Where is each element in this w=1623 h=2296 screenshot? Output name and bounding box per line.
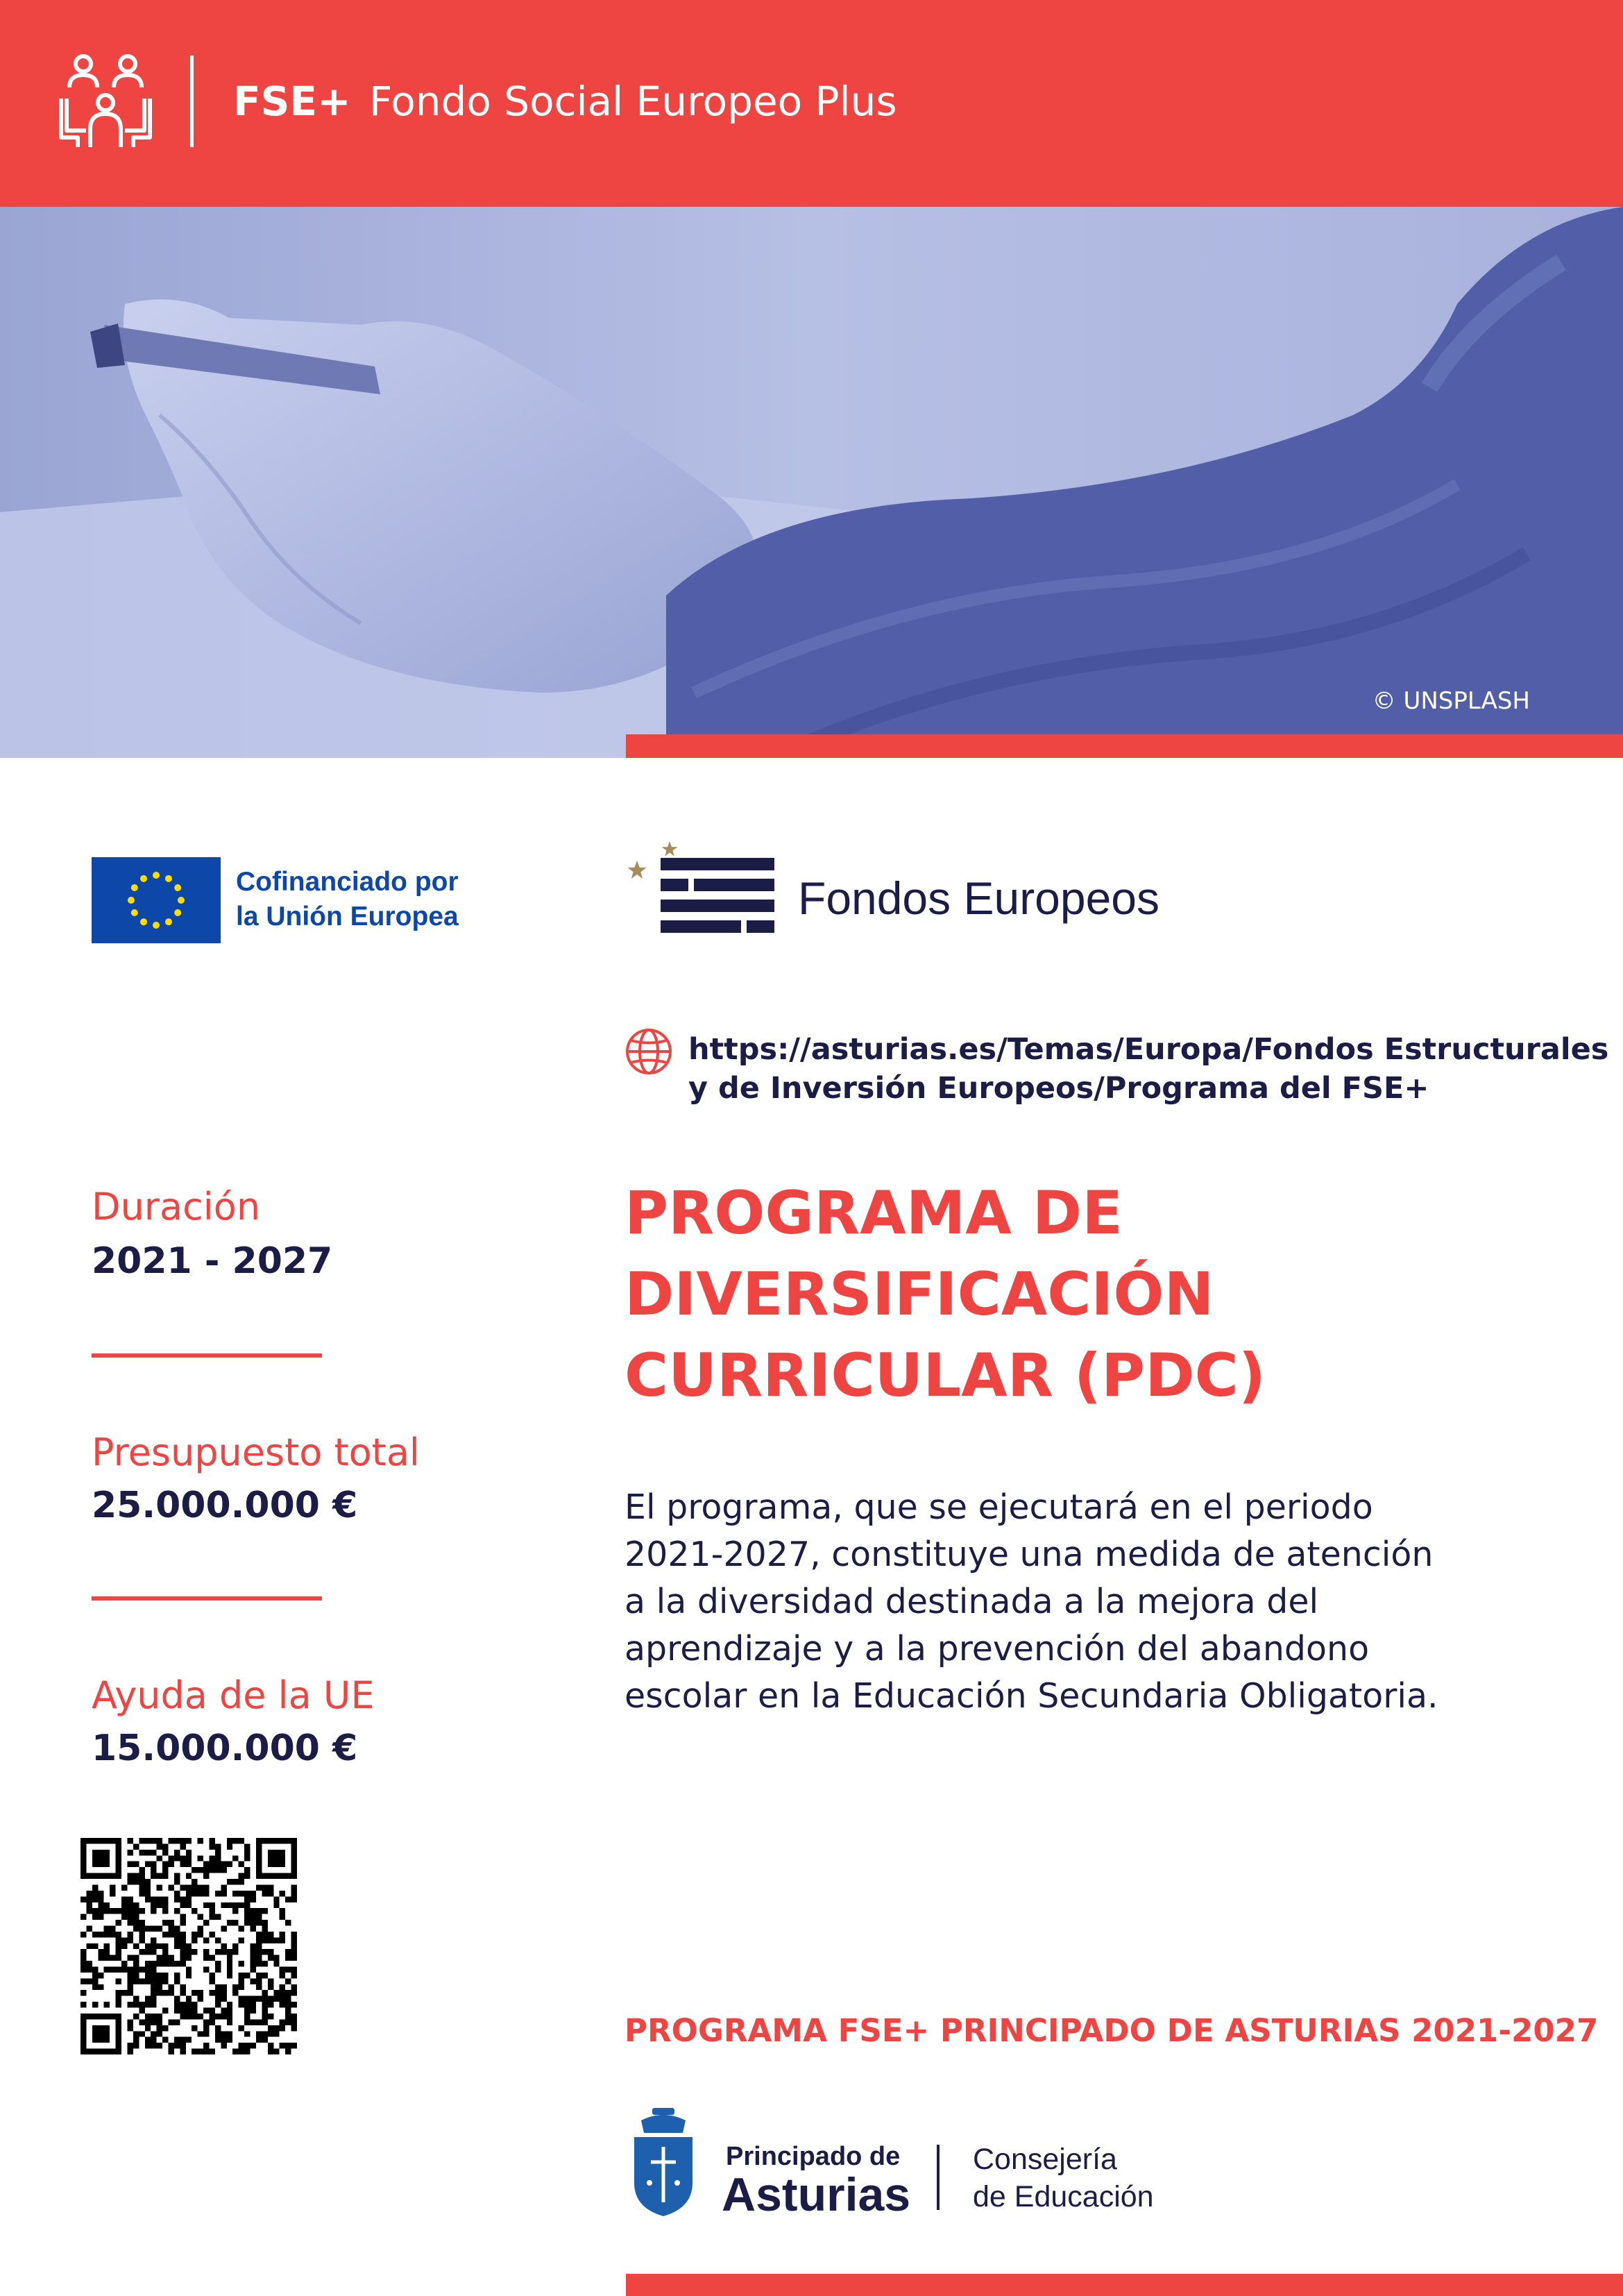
eu-aid-label: Ayuda de la UE xyxy=(92,1673,375,1717)
fondos-europeos-label: Fondos Europeos xyxy=(798,872,1160,924)
description-line: El programa, que se ejecutará en el periodo xyxy=(624,1487,1373,1527)
description-line: aprendizaje y a la prevención del abandono xyxy=(624,1629,1370,1669)
photo-credit: © UNSPLASH xyxy=(1372,687,1530,715)
program-description xyxy=(624,1484,1527,1720)
department-label xyxy=(973,2141,1154,2215)
hero-photo xyxy=(0,207,1623,758)
eu-flag-icon xyxy=(92,857,221,943)
url-line-1[interactable]: https://asturias.es/Temas/Europa/Fondos Estructurales xyxy=(688,1032,1609,1067)
duration-value: 2021 - 2027 xyxy=(92,1240,333,1282)
budget-label: Presupuesto total xyxy=(92,1430,420,1474)
asturias-crest-icon xyxy=(631,2107,695,2218)
eu-line-1: Cofinanciado por xyxy=(236,867,459,897)
title-line: PROGRAMA DE xyxy=(624,1179,1123,1248)
accent-bar-bottom xyxy=(626,2274,1623,2296)
org-name-main: Asturias xyxy=(722,2168,911,2221)
budget-value: 25.000.000 € xyxy=(92,1485,358,1526)
url-line-2[interactable]: y de Inversión Europeos/Programa del FSE+ xyxy=(688,1071,1429,1106)
department-line-2: de Educación xyxy=(973,2180,1154,2213)
title-line: DIVERSIFICACIÓN xyxy=(624,1260,1214,1329)
department-line-1: Consejería xyxy=(973,2143,1117,2176)
stat-divider xyxy=(92,1596,322,1601)
footer-divider xyxy=(937,2145,940,2210)
program-long-name: Fondo Social Europeo Plus xyxy=(369,78,897,125)
description-line: 2021-2027, constituye una medida de atención xyxy=(624,1535,1434,1574)
description-line: a la diversidad destinada a la mejora del xyxy=(624,1582,1319,1621)
qr-code[interactable] xyxy=(80,1838,297,2054)
program-url-link[interactable] xyxy=(688,1030,1608,1108)
eu-cofinanced-label xyxy=(236,865,459,934)
description-line: escolar en la Educación Secundaria Obligatoria. xyxy=(624,1676,1438,1716)
title-line: CURRICULAR (PDC) xyxy=(624,1341,1266,1410)
eu-line-2: la Unión Europea xyxy=(236,902,459,931)
header-banner xyxy=(0,0,1623,207)
people-group-icon xyxy=(57,54,154,149)
program-title xyxy=(624,1173,1527,1417)
accent-bar-top xyxy=(626,734,1623,758)
org-name-top: Principado de xyxy=(726,2142,901,2171)
duration-label: Duración xyxy=(92,1185,261,1229)
stat-divider xyxy=(92,1353,322,1358)
program-short-name: FSE+ xyxy=(233,78,351,125)
program-footer-title: PROGRAMA FSE+ PRINCIPADO DE ASTURIAS 2021-2027 xyxy=(624,2012,1599,2049)
header-divider xyxy=(190,56,194,147)
eu-aid-value: 15.000.000 € xyxy=(92,1728,358,1769)
globe-icon xyxy=(624,1027,673,1076)
fondos-europeos-icon xyxy=(624,841,784,947)
